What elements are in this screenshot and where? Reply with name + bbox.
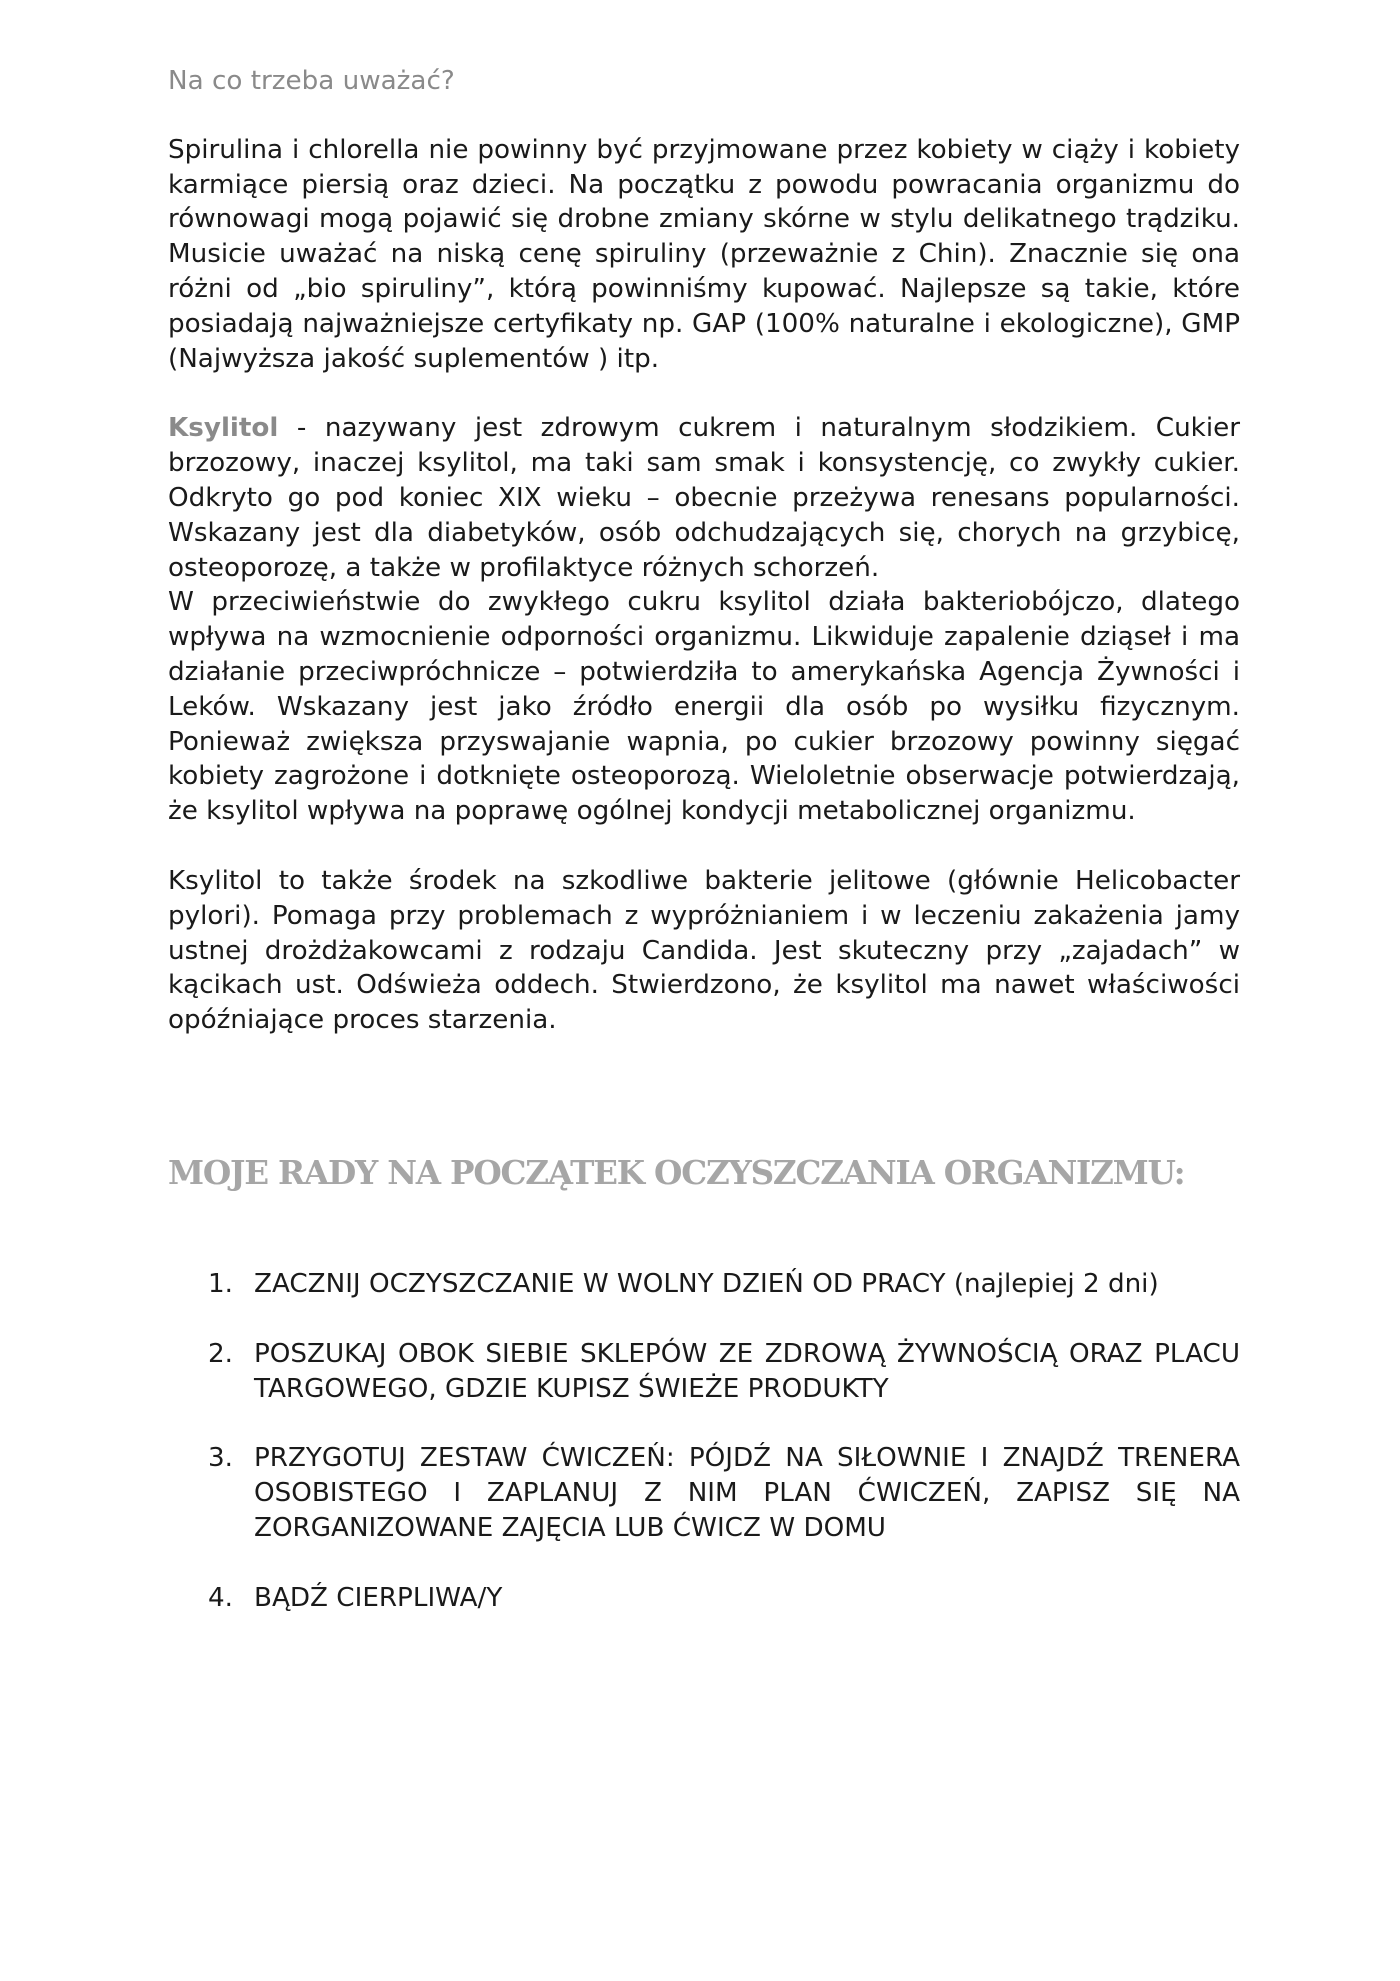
xylitol-paragraph-1 <box>168 411 1240 585</box>
tip-item <box>168 1337 1240 1407</box>
tip-number: 2. <box>208 1338 233 1369</box>
section-heading: MOJE RADY NA POCZĄTEK OCZYSZCZANIA ORGANIZMU: <box>168 1152 1185 1192</box>
tip-number: 4. <box>208 1582 233 1613</box>
warning-paragraph: Spirulina i chlorella nie powinny być przyjmowane przez kobiety w ciąży i kobiety karmiące piersią oraz dzieci. Na początku z powodu powracania organizmu do równowagi mogą pojawić się drobne zmiany skórne w stylu delikatnego trądziku. Musicie uważać na niską cenę spiruliny (przeważnie z Chin). Znacznie się ona różni od „bio spiruliny”, którą powinniśmy kupować. Najlepsze są takie, które posiadają najważniejsze certyfikaty np. GAP (100% naturalne i ekologiczne), GMP (Najwyższa jakość suplementów ) itp. <box>168 134 1240 374</box>
xylitol-intro-text: - nazywany jest zdrowym cukrem i naturalnym słodzikiem. Cukier brzozowy, inaczej ksylitol, ma taki sam smak i konsystencję, co zwykły cukier. Odkryto go pod koniec XIX wieku – obecnie przeżywa renesans popularności. Wskazany jest dla diabetyków, osób odchudzających się, chorych na grzybicę, osteoporozę, a także w profilaktyce różnych schorzeń. <box>168 413 1240 583</box>
xylitol-term: Ksylitol <box>168 413 279 444</box>
tip-text: ZACZNIJ OCZYSZCZANIE W WOLNY DZIEŃ OD PRACY (najlepiej 2 dni) <box>254 1268 1159 1299</box>
tip-item <box>168 1581 1240 1616</box>
tip-text: PRZYGOTUJ ZESTAW ĆWICZEŃ: PÓJDŹ NA SIŁOWNIE I ZNAJDŹ TRENERA OSOBISTEGO I ZAPLANUJ Z NIM PLAN ĆWICZEŃ, ZAPISZ SIĘ NA ZORGANIZOWANE ZAJĘCIA LUB ĆWICZ W DOMU <box>254 1443 1240 1543</box>
section-subtitle: Na co trzeba uważać? <box>168 66 455 96</box>
tip-item <box>168 1267 1240 1302</box>
tip-text: BĄDŹ CIERPLIWA/Y <box>254 1582 503 1613</box>
xylitol-paragraph-3: Ksylitol to także środek na szkodliwe bakterie jelitowe (głównie Helicobacter pylori). Pomaga przy problemach z wypróżnianiem i w leczeniu zakażenia jamy ustnej drożdżakowcami z rodzaju Candida. Jest skuteczny przy „zajadach” w kącikach ust. Odświeża oddech. Stwierdzono, że ksylitol ma nawet właściwości opóźniające proces starzenia. <box>168 865 1240 1036</box>
tip-text: POSZUKAJ OBOK SIEBIE SKLEPÓW ZE ZDROWĄ ŻYWNOŚCIĄ ORAZ PLACU TARGOWEGO, GDZIE KUPISZ ŚWIEŻE PRODUKTY <box>254 1338 1240 1404</box>
tip-number: 3. <box>208 1443 233 1474</box>
tip-item <box>168 1441 1240 1545</box>
xylitol-paragraph-2: W przeciwieństwie do zwykłego cukru ksylitol działa bakteriobójczo, dlatego wpływa na wzmocnienie odporności organizmu. Likwiduje zapalenie dziąseł i ma działanie przeciwpróchnicze – potwierdziła to amerykańska Agencja Żywności i Leków. Wskazany jest jako źródło energii dla osób po wysiłku fizycznym. Ponieważ zwiększa przyswajanie wapnia, po cukier brzozowy powinny sięgać kobiety zagrożone i dotknięte osteoporozą. Wieloletnie obserwacje potwierdzają, że ksylitol wpływa na poprawę ogólnej kondycji metabolicznej organizmu. <box>168 587 1240 827</box>
tips-list <box>168 1267 1240 1616</box>
tip-number: 1. <box>208 1268 233 1299</box>
document-page <box>168 64 1240 1651</box>
